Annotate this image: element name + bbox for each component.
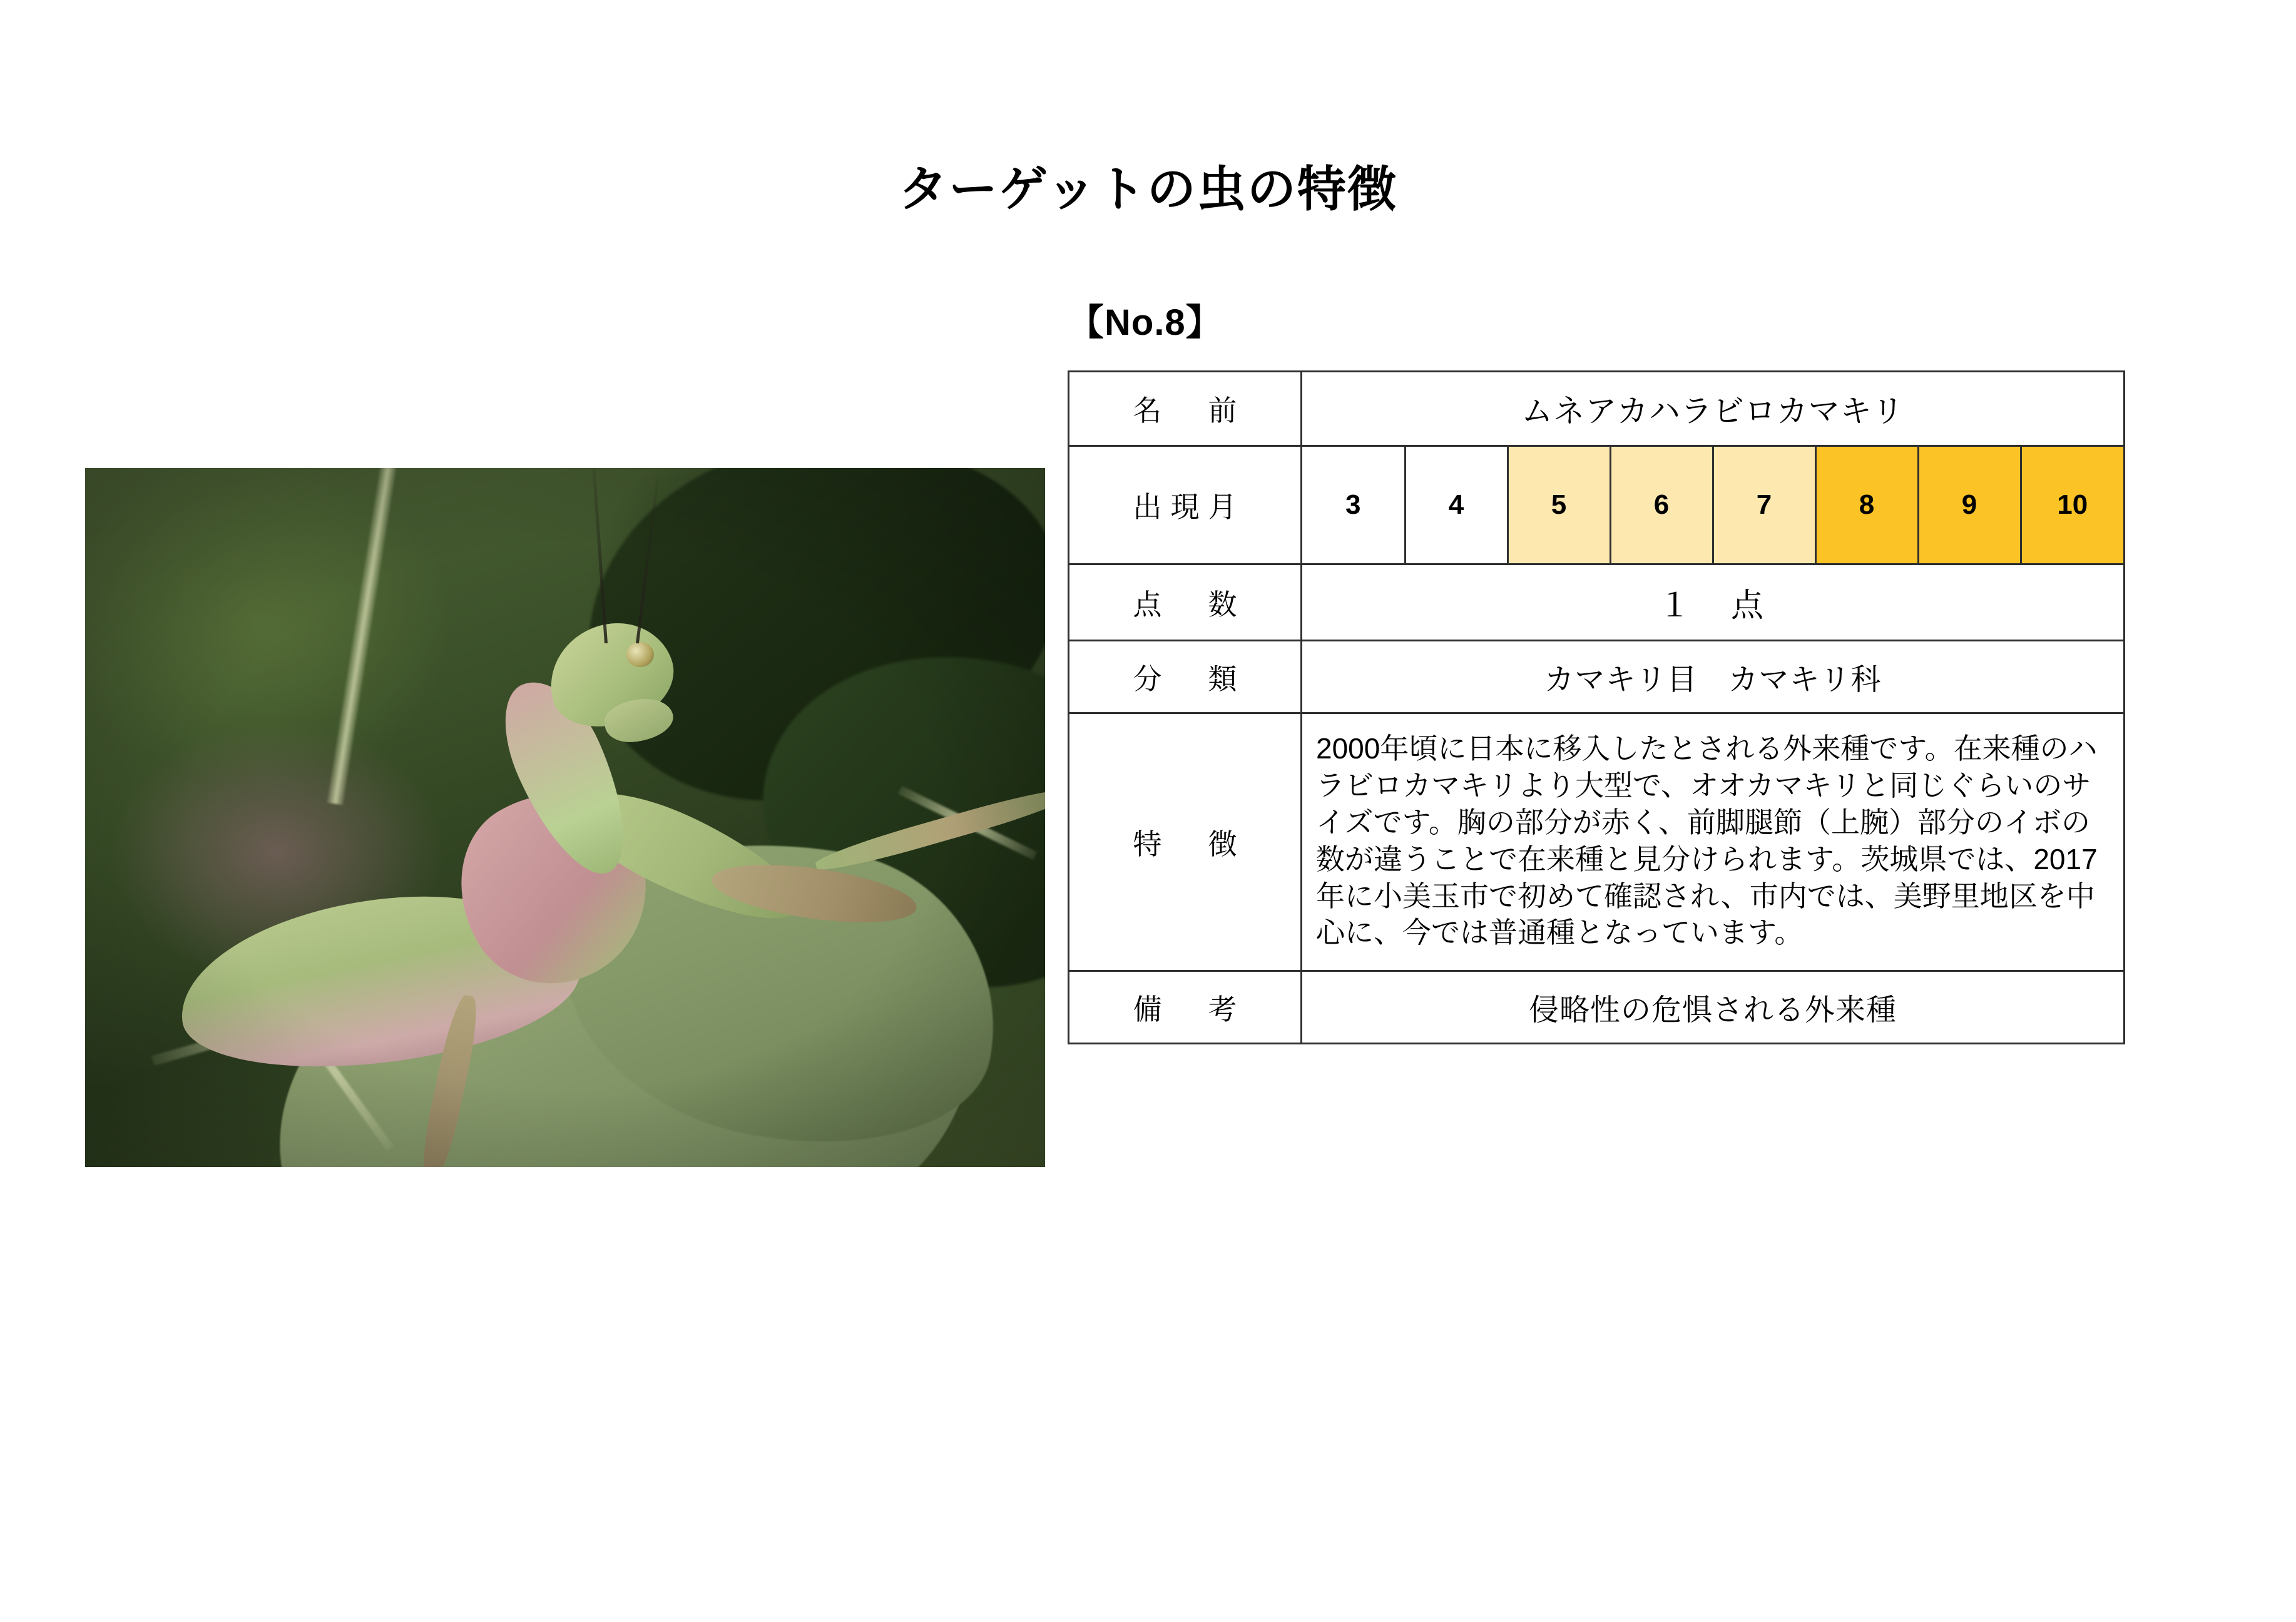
month-cell-8: 8	[1815, 447, 1918, 563]
card-number: 【No.8】	[1068, 302, 1223, 343]
row-value-months	[1302, 446, 2125, 564]
month-cell-5: 5	[1508, 447, 1610, 563]
row-value-score: １ 点	[1302, 564, 2125, 641]
month-cell-9: 9	[1918, 447, 2021, 563]
row-value-note: 侵略性の危惧される外来種	[1302, 971, 2125, 1044]
table-row-months	[1069, 446, 2125, 564]
months-grid	[1302, 447, 2123, 563]
photo-vignette	[85, 468, 1045, 1167]
table-row-feature	[1069, 713, 2125, 971]
month-cell-7: 7	[1713, 447, 1815, 563]
row-value-category: カマキリ目 カマキリ科	[1302, 641, 2125, 713]
row-label-category: 分 類	[1069, 641, 1302, 713]
row-value-name: ムネアカハラビロカマキリ	[1302, 372, 2125, 446]
table-row-name	[1069, 372, 2125, 446]
month-cell-4: 4	[1405, 447, 1508, 563]
month-cell-6: 6	[1610, 447, 1713, 563]
table-row-note	[1069, 971, 2125, 1044]
page-title: ターゲットの虫の特徴	[899, 161, 1397, 217]
table-row-category	[1069, 641, 2125, 713]
row-label-note: 備 考	[1069, 971, 1302, 1044]
photo-background	[85, 468, 1045, 1167]
row-label-feature: 特 徴	[1069, 713, 1302, 971]
row-label-score: 点 数	[1069, 564, 1302, 641]
insect-info-table	[1068, 370, 2125, 1044]
months-row	[1302, 447, 2123, 563]
feature-paragraph: 2000年頃に日本に移入したとされる外来種です。在来種のハラビロカマキリより大型で、オオカマキリと同じぐらいのサイズです。胸の部分が赤く、前脚腿節（上腕）部分のイボの数が違うことで在来種と見分けられます。茨城県では、2017年に小美玉市で初めて確認され、市内では、美野里地区を中心に、今では普通種となっています。	[1316, 732, 2098, 949]
month-cell-3: 3	[1302, 447, 1405, 563]
month-cell-10: 10	[2021, 447, 2123, 563]
row-label-name: 名 前	[1069, 372, 1302, 446]
row-label-months: 出現月	[1069, 446, 1302, 564]
row-value-feature	[1302, 713, 2125, 971]
insect-photo	[85, 468, 1045, 1167]
table-row-score	[1069, 564, 2125, 641]
